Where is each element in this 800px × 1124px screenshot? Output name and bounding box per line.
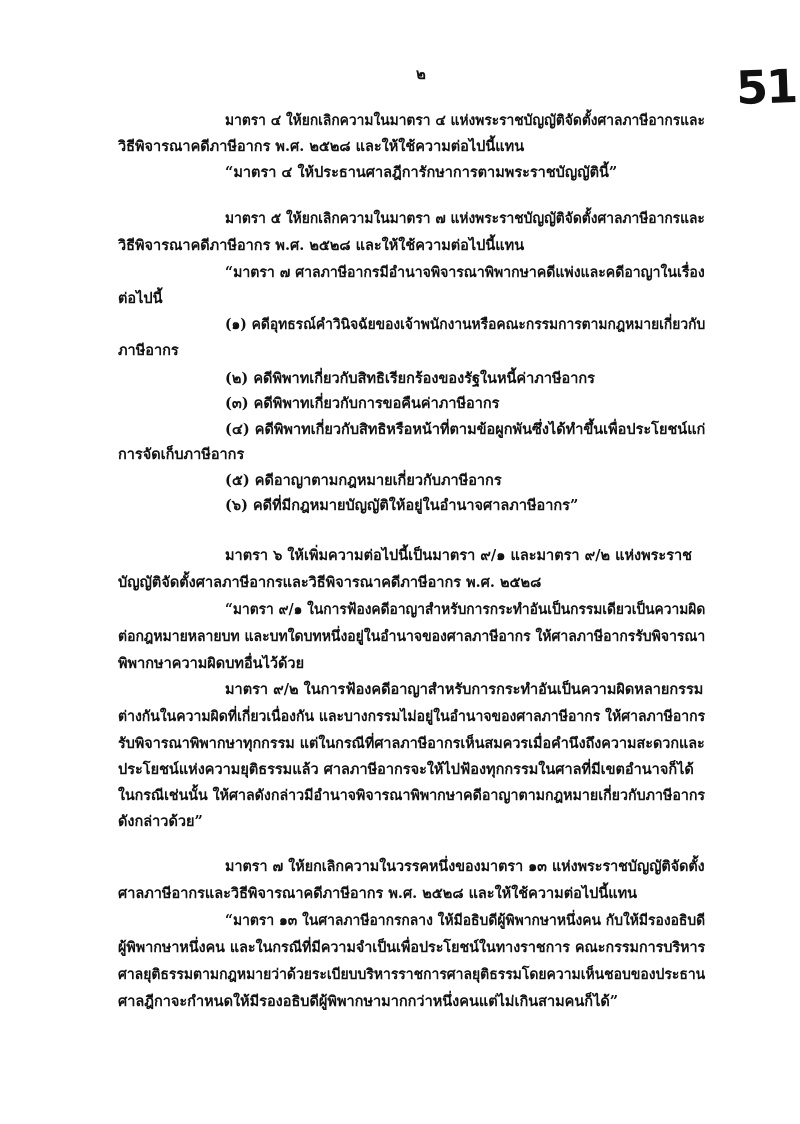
text-line: มาตรา ๕ ให้ยกเลิกความในมาตรา ๗ แห่งพระราชบัญญัติจัดตั้งศาลภาษีอากรและ bbox=[225, 210, 705, 227]
text-line: ภาษีอากร bbox=[118, 342, 179, 359]
page-number: ๒ bbox=[416, 65, 426, 83]
text-line: (๒) คดีพิพาทเกี่ยวกับสิทธิเรียกร้องของรัฐในหนี้ค่าภาษีอากร bbox=[225, 370, 595, 387]
text-line: วิธีพิจารณาคดีภาษีอากร พ.ศ. ๒๕๒๘ และให้ใช้ความต่อไปนี้แทน bbox=[118, 138, 525, 155]
text-line: มาตรา ๗ ให้ยกเลิกความในวรรคหนึ่งของมาตรา ๑๓ แห่งพระราชบัญญัติจัดตั้ง bbox=[225, 858, 705, 875]
text-line: การจัดเก็บภาษีอากร bbox=[118, 446, 245, 463]
text-line: ต่อกฎหมายหลายบท และบทใดบทหนึ่งอยู่ในอำนาจของศาลภาษีอากร ให้ศาลภาษีอากรรับพิจารณา bbox=[118, 628, 706, 645]
text-line: “มาตรา ๗ ศาลภาษีอากรมีอำนาจพิจารณาพิพากษาคดีแพ่งและคดีอาญาในเรื่อง bbox=[225, 264, 705, 281]
text-line: มาตรา ๔ ให้ยกเลิกความในมาตรา ๔ แห่งพระราชบัญญัติจัดตั้งศาลภาษีอากรและ bbox=[225, 112, 705, 129]
text-line: ศาลฎีกาจะกำหนดให้มีรองอธิบดีผู้พิพากษามากกว่าหนึ่งคนแต่ไม่เกินสามคนก็ได้” bbox=[118, 993, 619, 1010]
text-line: มาตรา ๖ ให้เพิ่มความต่อไปนี้เป็นมาตรา ๙/๑ และมาตรา ๙/๒ แห่งพระราช bbox=[225, 547, 692, 564]
text-line: “มาตรา ๙/๑ ในการฟ้องคดีอาญาสำหรับการกระทำอันเป็นกรรมเดียวเป็นความผิด bbox=[225, 601, 706, 618]
text-line: พิพากษาความผิดบทอื่นไว้ด้วย bbox=[118, 655, 305, 672]
text-line: “มาตรา ๑๓ ในศาลภาษีอากรกลาง ให้มีอธิบดีผู้พิพากษาหนึ่งคน กับให้มีรองอธิบดี bbox=[225, 912, 706, 929]
handwritten-page-mark: 51 bbox=[735, 58, 797, 116]
text-line: ในกรณีเช่นนั้น ให้ศาลดังกล่าวมีอำนาจพิจารณาพิพากษาคดีอาญาตามกฎหมายเกี่ยวกับภาษีอากร bbox=[118, 787, 706, 804]
text-line: ผู้พิพากษาหนึ่งคน และในกรณีที่มีความจำเป็นเพื่อประโยชน์ในทางราชการ คณะกรรมการบริหาร bbox=[118, 939, 706, 956]
text-line: ต่างกันในความผิดที่เกี่ยวเนื่องกัน และบางกรรมไม่อยู่ในอำนาจของศาลภาษีอากร ให้ศาลภาษีอากร bbox=[118, 708, 706, 725]
text-line: ดังกล่าวด้วย” bbox=[118, 813, 203, 830]
text-line: วิธีพิจารณาคดีภาษีอากร พ.ศ. ๒๕๒๘ และให้ใช้ความต่อไปนี้แทน bbox=[118, 237, 525, 254]
text-line: ประโยชน์แห่งความยุติธรรมแล้ว ศาลภาษีอากรจะให้ไปฟ้องทุกกรรมในศาลที่มีเขตอำนาจก็ได้ bbox=[118, 761, 694, 778]
text-line: “มาตรา ๔ ให้ประธานศาลฎีการักษาการตามพระราชบัญญัตินี้” bbox=[225, 164, 618, 181]
text-line: (๕) คดีอาญาตามกฎหมายเกี่ยวกับภาษีอากร bbox=[225, 472, 502, 489]
text-line: บัญญัติจัดตั้งศาลภาษีอากรและวิธีพิจารณาคดีภาษีอากร พ.ศ. ๒๕๒๘ bbox=[118, 574, 542, 591]
text-line: (๓) คดีพิพาทเกี่ยวกับการขอคืนค่าภาษีอากร bbox=[225, 395, 500, 412]
text-line: รับพิจารณาพิพากษาทุกกรรม แต่ในกรณีที่ศาลภาษีอากรเห็นสมควรเมื่อคำนึงถึงความสะดวกและ bbox=[118, 735, 705, 752]
text-line: (๔) คดีพิพาทเกี่ยวกับสิทธิหรือหน้าที่ตามข้อผูกพันซึ่งได้ทำขึ้นเพื่อประโยชน์แก่ bbox=[225, 421, 706, 438]
text-line: มาตรา ๙/๒ ในการฟ้องคดีอาญาสำหรับการกระทำอันเป็นความผิดหลายกรรม bbox=[225, 681, 704, 698]
text-line: (๖) คดีที่มีกฎหมายบัญญัติให้อยู่ในอำนาจศาลภาษีอากร” bbox=[225, 497, 579, 514]
text-line: ต่อไปนี้ bbox=[118, 290, 163, 307]
text-line: ศาลยุติธรรมตามกฎหมายว่าด้วยระเบียบบริหารราชการศาลยุติธรรมโดยความเห็นชอบของประธาน bbox=[118, 966, 706, 983]
text-line: ศาลภาษีอากรและวิธีพิจารณาคดีภาษีอากร พ.ศ. ๒๕๒๘ และให้ใช้ความต่อไปนี้แทน bbox=[118, 885, 638, 902]
text-line: (๑) คดีอุทธรณ์คำวินิจฉัยของเจ้าพนักงานหรือคณะกรรมการตามกฎหมายเกี่ยวกับ bbox=[225, 316, 706, 333]
